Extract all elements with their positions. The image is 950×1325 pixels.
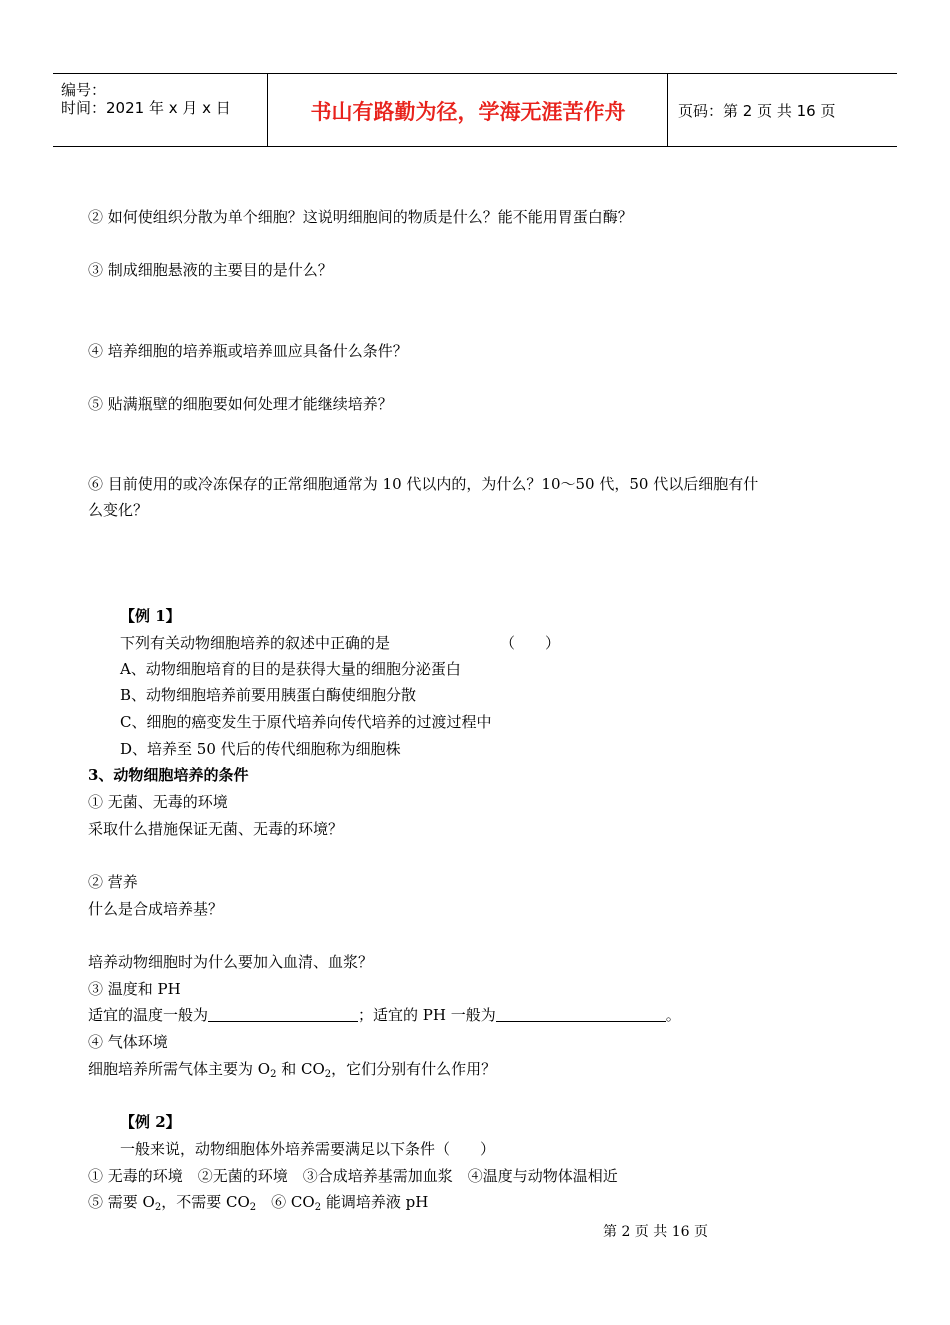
header-page-cell xyxy=(667,74,898,146)
example-2-stem: 一般来说，动物细胞体外培养需要满足以下条件（ ） xyxy=(120,1140,496,1158)
co2-subscript: 2 xyxy=(324,1069,332,1080)
condition-3-fill-line xyxy=(88,1005,681,1025)
example-2-options-line-1: ① 无毒的环境 ②无菌的环境 ③合成培养基需加血浆 ④温度与动物体温相近 xyxy=(88,1167,618,1185)
example-1-option-a: A、动物细胞培育的目的是获得大量的细胞分泌蛋白 xyxy=(120,660,461,678)
example-1-answer-parens: （ ） xyxy=(500,634,561,652)
example-2-options-line-2 xyxy=(88,1192,428,1218)
header-number-label: 编号： xyxy=(61,81,107,99)
question-5: ⑤ 贴满瓶壁的细胞要如何处理才能继续培养？ xyxy=(88,395,393,413)
ph-blank xyxy=(496,1007,666,1022)
footer-page-info: 第 2 页 共 16 页 xyxy=(603,1224,708,1240)
section-3-heading: 3、动物细胞培养的条件 xyxy=(88,766,249,784)
ph-label: ；适宜的 PH 一般为 xyxy=(358,1006,496,1024)
temperature-label: 适宜的温度一般为 xyxy=(88,1006,209,1024)
option-6-text-cont: 能调培养液 pH xyxy=(321,1193,429,1211)
example-2-title: 【例 2】 xyxy=(120,1113,181,1131)
co2-subscript: 2 xyxy=(249,1202,257,1213)
example-1-option-b: B、动物细胞培养前要用胰蛋白酶使细胞分散 xyxy=(120,686,417,704)
condition-2-question-1: 什么是合成培养基？ xyxy=(88,900,224,918)
option-5-text-cont: ，不需要 CO xyxy=(161,1193,250,1211)
gas-text-2: 和 CO xyxy=(276,1060,325,1078)
header-time-label: 时间：2021 年 x 月 x 日 xyxy=(61,99,231,117)
o2-subscript: 2 xyxy=(270,1069,277,1080)
gas-text-3: ，它们分别有什么作用？ xyxy=(331,1060,497,1078)
condition-4-question xyxy=(88,1059,496,1085)
gas-text-1: 细胞培养所需气体主要为 O xyxy=(88,1060,271,1078)
page-header xyxy=(53,73,897,147)
condition-3-title: ③ 温度和 PH xyxy=(88,980,181,998)
condition-4-title: ④ 气体环境 xyxy=(88,1033,168,1051)
example-1-option-d: D、培养至 50 代后的传代细胞称为细胞株 xyxy=(120,740,401,758)
o2-subscript: 2 xyxy=(154,1202,162,1213)
question-2: ② 如何使组织分散为单个细胞？这说明细胞间的物质是什么？能不能用胃蛋白酶？ xyxy=(88,208,633,226)
option-5-text: ⑤ 需要 O xyxy=(88,1193,155,1211)
temperature-blank xyxy=(208,1007,358,1022)
header-motto: 书山有路勤为径，学海无涯苦作舟 xyxy=(310,100,626,124)
question-3: ③ 制成细胞悬液的主要目的是什么？ xyxy=(88,261,333,279)
example-1-title: 【例 1】 xyxy=(120,607,181,625)
condition-1-title: ① 无菌、无毒的环境 xyxy=(88,793,228,811)
header-page-label: 页码：第 2 页 共 16 页 xyxy=(678,102,836,120)
question-4: ④ 培养细胞的培养瓶或培养皿应具备什么条件？ xyxy=(88,342,408,360)
condition-2-question-2: 培养动物细胞时为什么要加入血清、血浆？ xyxy=(88,953,374,971)
fill-line-period: 。 xyxy=(665,1006,681,1024)
example-1-stem: 下列有关动物细胞培养的叙述中正确的是 xyxy=(120,634,391,652)
condition-1-question: 采取什么措施保证无菌、无毒的环境？ xyxy=(88,820,344,838)
header-meta-cell xyxy=(53,74,267,146)
option-6-text: ⑥ CO xyxy=(256,1193,315,1211)
condition-2-title: ② 营养 xyxy=(88,873,138,891)
question-6-line-1: ⑥ 目前使用的或冷冻保存的正常细胞通常为 10 代以内的，为什么？10～50 代，50 代以后细胞有什 xyxy=(88,475,759,493)
header-motto-cell xyxy=(267,74,668,146)
example-1-option-c: C、细胞的癌变发生于原代培养向传代培养的过渡过程中 xyxy=(120,713,492,731)
co2-subscript: 2 xyxy=(314,1202,322,1213)
question-6-line-2: 么变化？ xyxy=(88,501,149,519)
